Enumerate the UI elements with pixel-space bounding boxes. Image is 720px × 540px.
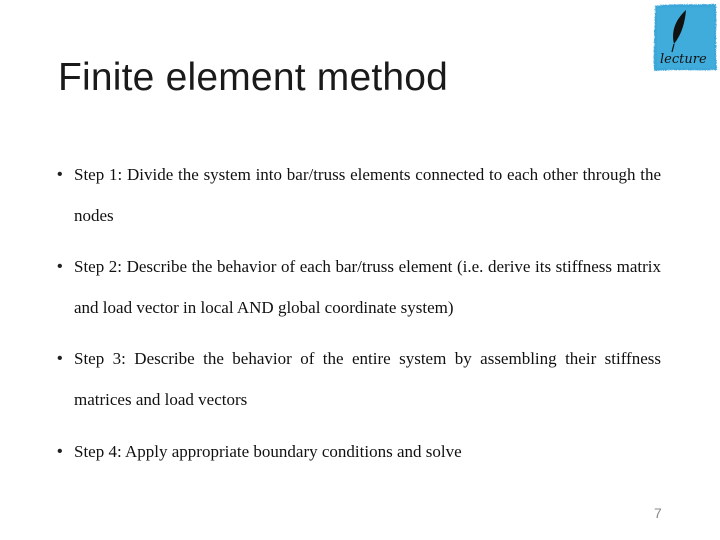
quill-icon: [652, 2, 718, 72]
bullet-icon: •: [57, 166, 63, 183]
bullet-text: Step 2: Describe the behavior of each bar/truss element (i.e. derive its stiffness matrix and load vector in local AND global coordinate system): [74, 257, 661, 317]
bullet-icon: •: [57, 258, 63, 275]
bullet-text: Step 1: Divide the system into bar/truss elements connected to each other through the nodes: [74, 165, 661, 225]
bullet-item: [57, 160, 661, 236]
page-number: 7: [654, 505, 662, 521]
bullet-item: [57, 344, 661, 420]
lecture-logo: [652, 2, 718, 72]
bullet-item: [57, 437, 661, 472]
slide-title: Finite element method: [58, 56, 449, 99]
bullet-item: [57, 252, 661, 328]
logo-text: lecture: [660, 52, 707, 67]
bullet-text: Step 4: Apply appropriate boundary conditions and solve: [74, 442, 462, 461]
bullet-icon: •: [57, 443, 63, 460]
bullet-icon: •: [57, 350, 63, 367]
bullet-text: Step 3: Describe the behavior of the entire system by assembling their stiffness matrices and load vectors: [74, 349, 661, 409]
